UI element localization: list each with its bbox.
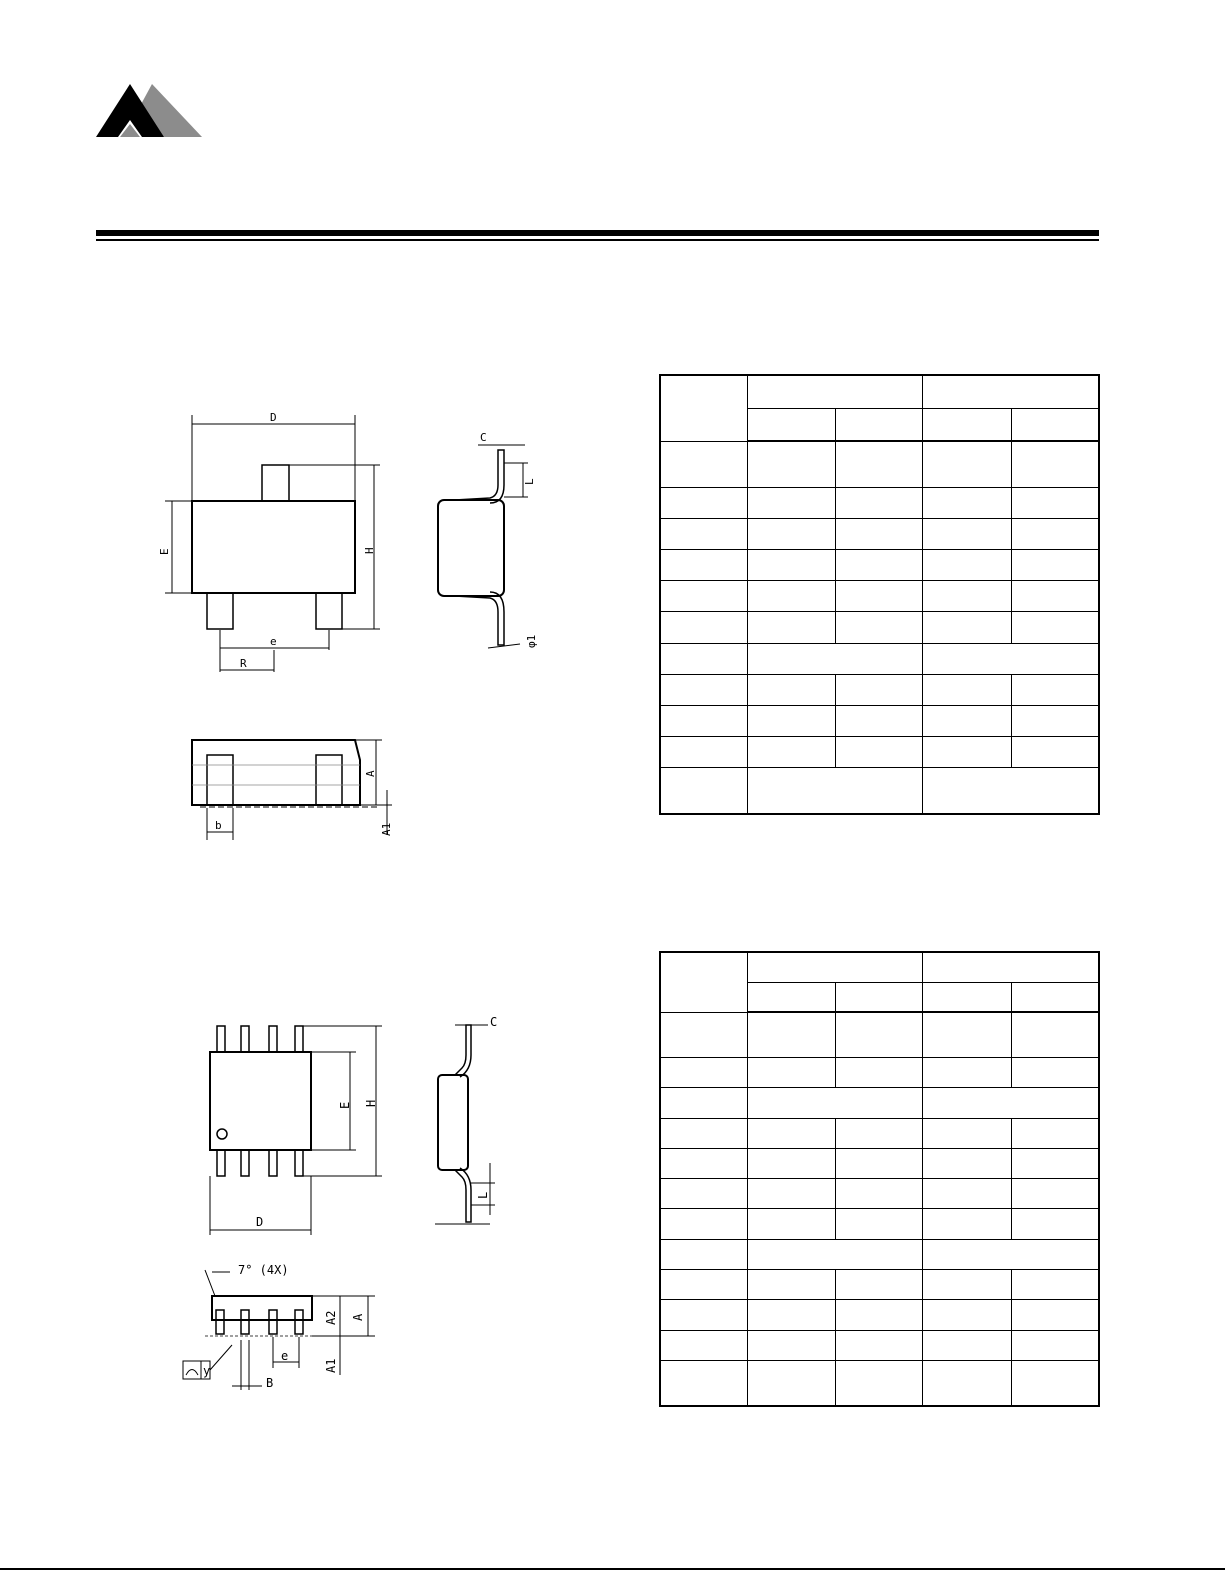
table-cell: [835, 1057, 922, 1087]
company-logo: [94, 80, 204, 140]
table-cell: [835, 1209, 922, 1239]
table-header-cell: [835, 982, 922, 1012]
table-cell: [922, 519, 1011, 550]
table-cell: [835, 550, 922, 581]
table-row-merged: [660, 1239, 1099, 1269]
sot89-label-H: H: [363, 547, 376, 554]
sot89-body: [192, 501, 355, 593]
sot89-top-view-drawing: [150, 405, 390, 695]
sot89-side-body: [438, 500, 504, 596]
table-header-cell: [660, 952, 747, 1012]
table-cell: [747, 581, 835, 612]
table-cell: [660, 1300, 747, 1330]
table-cell: [747, 550, 835, 581]
table-cell: [660, 643, 747, 674]
table-cell: [922, 705, 1011, 736]
table-header-cell: [660, 375, 747, 441]
table-row: [660, 441, 1099, 488]
sop8-body: [210, 1052, 311, 1150]
table-cell: [660, 1012, 747, 1057]
table-cell: [747, 1012, 835, 1057]
table-header-cell: [922, 982, 1011, 1012]
table-cell: [1011, 1300, 1099, 1330]
table-cell: [660, 1330, 747, 1360]
table-cell: [747, 1270, 835, 1300]
table-cell: [660, 1209, 747, 1239]
table-row: [660, 1270, 1099, 1300]
sop8-label-angle: 7° (4X): [238, 1263, 289, 1277]
sot89-front-lead-right: [316, 755, 342, 805]
table-cell: [1011, 674, 1099, 705]
table-cell: [660, 1057, 747, 1087]
table-cell: [660, 736, 747, 767]
table-row: [660, 1148, 1099, 1178]
sop8-label-e: e: [281, 1349, 289, 1363]
table-cell: [922, 1360, 1011, 1406]
table-cell: [747, 488, 835, 519]
sot89-label-L: L: [523, 478, 536, 485]
table-cell: [660, 1270, 747, 1300]
table-cell: [835, 488, 922, 519]
sop8-pin1-marker: [217, 1129, 227, 1139]
table-cell: [922, 1088, 1099, 1118]
table-cell: [1011, 1179, 1099, 1209]
table-cell: [660, 1360, 747, 1406]
table-cell: [747, 1330, 835, 1360]
table-cell: [660, 488, 747, 519]
table-cell: [747, 1057, 835, 1087]
table-cell: [1011, 1270, 1099, 1300]
sot89-front-lead-left: [207, 755, 233, 805]
sop8-label-L: L: [476, 1191, 490, 1199]
sop8-side-body: [438, 1075, 468, 1170]
table-cell: [747, 612, 835, 643]
table-cell: [922, 1209, 1011, 1239]
table-cell: [747, 643, 922, 674]
table-cell: [922, 736, 1011, 767]
table-cell: [922, 767, 1099, 814]
table-cell: [835, 705, 922, 736]
header-rule-thick: [96, 230, 1099, 236]
table-row: [660, 1179, 1099, 1209]
table-row: [660, 1118, 1099, 1148]
table-cell: [1011, 1148, 1099, 1178]
sot89-label-D: D: [270, 411, 277, 424]
sop8-table-header-row: [660, 952, 1099, 982]
sot89-front-view-drawing: [180, 730, 400, 845]
table-cell: [747, 1360, 835, 1406]
table-cell: [922, 441, 1011, 488]
sop8-side-view-drawing: [430, 1010, 540, 1240]
sop8-label-D: D: [256, 1215, 264, 1229]
table-header-cell: [747, 982, 835, 1012]
table-cell: [922, 1057, 1011, 1087]
table-cell: [1011, 550, 1099, 581]
table-cell: [747, 705, 835, 736]
table-cell: [747, 1088, 922, 1118]
sot89-lead-left: [207, 593, 233, 629]
table-cell: [747, 1209, 835, 1239]
table-cell: [660, 767, 747, 814]
sop8-label-B: B: [266, 1376, 274, 1390]
table-cell: [1011, 612, 1099, 643]
sot89-front-body: [192, 740, 360, 805]
sop8-label-A: A: [351, 1313, 365, 1321]
table-cell: [1011, 488, 1099, 519]
sot89-label-b: b: [215, 819, 222, 832]
table-cell: [1011, 1360, 1099, 1406]
table-cell: [1011, 736, 1099, 767]
table-cell: [835, 1270, 922, 1300]
table-row: [660, 736, 1099, 767]
table-header-cell: [922, 408, 1011, 441]
table-cell: [835, 1179, 922, 1209]
sop8-label-A2: A2: [324, 1310, 338, 1325]
sop8-label-C: C: [490, 1015, 498, 1029]
table-cell: [747, 767, 922, 814]
sop8-label-y: y: [203, 1364, 211, 1378]
table-header-cell: [922, 952, 1099, 982]
table-cell: [835, 674, 922, 705]
table-cell: [660, 581, 747, 612]
table-cell: [747, 674, 835, 705]
table-cell: [660, 1179, 747, 1209]
table-cell: [1011, 1057, 1099, 1087]
sot89-label-e: e: [270, 635, 277, 648]
sot89-label-R: R: [240, 657, 247, 670]
table-cell: [747, 441, 835, 488]
table-row: [660, 674, 1099, 705]
table-cell: [660, 1118, 747, 1148]
table-cell: [747, 1148, 835, 1178]
table-cell: [835, 1330, 922, 1360]
table-cell: [922, 550, 1011, 581]
table-cell: [922, 1179, 1011, 1209]
table-cell: [922, 643, 1099, 674]
table-cell: [1011, 1012, 1099, 1057]
table-cell: [660, 612, 747, 643]
table-cell: [747, 1179, 835, 1209]
table-row: [660, 1209, 1099, 1239]
table-cell: [1011, 519, 1099, 550]
table-row: [660, 1360, 1099, 1406]
table-cell: [747, 1300, 835, 1330]
sop8-front-body: [212, 1296, 312, 1320]
table-cell: [835, 1300, 922, 1330]
table-cell: [660, 1239, 747, 1269]
sot89-label-phi: φ1: [525, 634, 538, 648]
sot89-dimension-table: [659, 374, 1100, 815]
table-header-cell: [747, 952, 922, 982]
table-cell: [922, 1148, 1011, 1178]
table-cell: [922, 1239, 1099, 1269]
table-header-cell: [747, 408, 835, 441]
footer-rule: [0, 1568, 1225, 1570]
table-cell: [922, 612, 1011, 643]
sot89-label-A1: A1: [380, 822, 393, 836]
table-cell: [922, 674, 1011, 705]
table-cell: [835, 1148, 922, 1178]
table-cell: [747, 519, 835, 550]
sot89-lead-right: [316, 593, 342, 629]
table-header-cell: [835, 408, 922, 441]
table-cell: [747, 1118, 835, 1148]
table-cell: [835, 519, 922, 550]
table-row-merged: [660, 643, 1099, 674]
sop8-label-E: E: [338, 1101, 352, 1109]
table-cell: [1011, 581, 1099, 612]
table-cell: [660, 705, 747, 736]
table-header-cell: [1011, 982, 1099, 1012]
table-cell: [835, 612, 922, 643]
table-row: [660, 550, 1099, 581]
sop8-label-H: H: [364, 1099, 378, 1107]
table-cell: [1011, 441, 1099, 488]
sop8-front-view-drawing: [175, 1255, 400, 1395]
table-row: [660, 1057, 1099, 1087]
table-header-cell: [1011, 408, 1099, 441]
table-row: [660, 1300, 1099, 1330]
table-cell: [1011, 705, 1099, 736]
table-cell: [835, 441, 922, 488]
table-row-merged: [660, 1088, 1099, 1118]
table-header-cell: [747, 375, 922, 408]
table-cell: [660, 1148, 747, 1178]
table-cell: [922, 1270, 1011, 1300]
table-cell: [835, 736, 922, 767]
table-cell: [747, 1239, 922, 1269]
table-row: [660, 581, 1099, 612]
sot89-label-C: C: [480, 431, 487, 444]
header-rule-thin: [96, 239, 1099, 241]
table-cell: [835, 1360, 922, 1406]
table-cell: [922, 581, 1011, 612]
table-row: [660, 488, 1099, 519]
sot89-tab-top: [262, 465, 289, 501]
table-cell: [747, 736, 835, 767]
table-cell: [1011, 1330, 1099, 1360]
table-cell: [660, 519, 747, 550]
table-cell: [835, 581, 922, 612]
sop8-top-view-drawing: [200, 1015, 390, 1240]
table-row-merged: [660, 767, 1099, 814]
sot89-table-header-row: [660, 375, 1099, 408]
table-cell: [835, 1012, 922, 1057]
table-row: [660, 1012, 1099, 1057]
sop8-label-A1: A1: [324, 1358, 338, 1373]
sot89-side-view-drawing: [430, 425, 550, 655]
table-row: [660, 519, 1099, 550]
sot89-label-E: E: [158, 548, 171, 555]
table-row: [660, 1330, 1099, 1360]
table-cell: [922, 1330, 1011, 1360]
table-cell: [922, 1300, 1011, 1330]
table-row: [660, 705, 1099, 736]
table-cell: [922, 1012, 1011, 1057]
sot89-label-A: A: [364, 770, 377, 777]
table-cell: [660, 441, 747, 488]
table-cell: [922, 488, 1011, 519]
sop8-dimension-table: [659, 951, 1100, 1407]
table-cell: [660, 550, 747, 581]
table-cell: [835, 1118, 922, 1148]
table-cell: [922, 1118, 1011, 1148]
table-cell: [660, 1088, 747, 1118]
table-row: [660, 612, 1099, 643]
table-cell: [1011, 1209, 1099, 1239]
table-header-cell: [922, 375, 1099, 408]
table-cell: [1011, 1118, 1099, 1148]
table-cell: [660, 674, 747, 705]
